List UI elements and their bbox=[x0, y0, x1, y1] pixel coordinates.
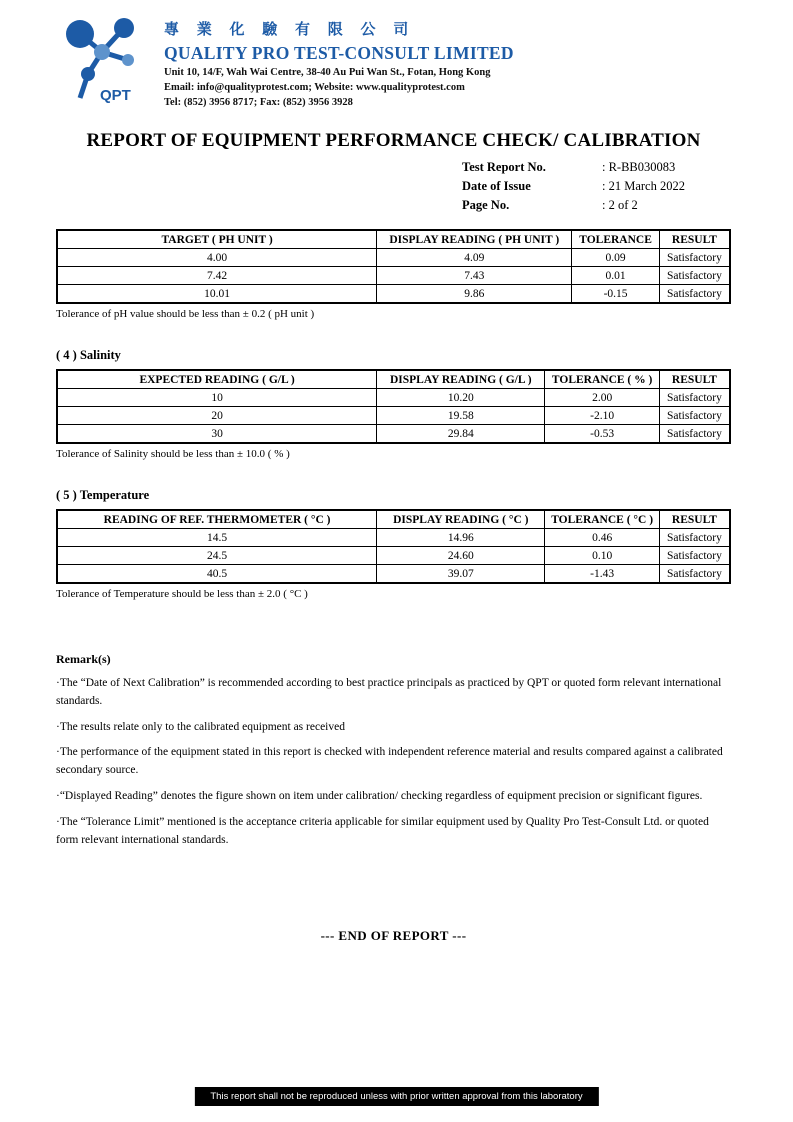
remarks-heading: Remark(s) bbox=[56, 652, 111, 666]
meta-value: : 21 March 2022 bbox=[602, 179, 685, 193]
cell: 24.60 bbox=[377, 547, 545, 565]
section-heading-temperature: ( 5 ) Temperature bbox=[56, 488, 150, 502]
cell: 0.09 bbox=[572, 249, 659, 267]
cell: 40.5 bbox=[57, 565, 377, 584]
remark-item: ·The “Tolerance Limit” mentioned is the acceptance criteria applicable for similar equipment used by Quality Pro Test-Consult Ltd. or quoted form relevant international standards. bbox=[56, 815, 709, 846]
cell: 9.86 bbox=[377, 285, 572, 304]
cell: Satisfactory bbox=[659, 547, 730, 565]
column-header: TOLERANCE ( % ) bbox=[545, 370, 659, 389]
cell: 14.5 bbox=[57, 529, 377, 547]
meta-row-date-of-issue bbox=[462, 179, 731, 194]
cell: -0.53 bbox=[545, 425, 659, 444]
salinity-tolerance-note: Tolerance of Salinity should be less than ± 10.0 ( % ) bbox=[56, 448, 290, 460]
letterhead-text bbox=[164, 12, 514, 109]
svg-text:QPT: QPT bbox=[100, 87, 131, 104]
cell: 10.20 bbox=[377, 389, 545, 407]
cell: 7.43 bbox=[377, 267, 572, 285]
meta-label: Date of Issue bbox=[462, 179, 531, 193]
cell: 0.10 bbox=[545, 547, 659, 565]
cell: Satisfactory bbox=[659, 407, 730, 425]
ph-table bbox=[56, 229, 731, 304]
cell: 19.58 bbox=[377, 407, 545, 425]
column-header: TOLERANCE ( °C ) bbox=[545, 510, 659, 529]
cell: 10 bbox=[57, 389, 377, 407]
report-title: REPORT OF EQUIPMENT PERFORMANCE CHECK/ CALIBRATION bbox=[86, 130, 701, 151]
table-row bbox=[57, 529, 730, 547]
table-header-row bbox=[57, 510, 730, 529]
meta-value: : R-BB030083 bbox=[602, 160, 676, 174]
cell: -1.43 bbox=[545, 565, 659, 584]
table-row bbox=[57, 389, 730, 407]
cell: 2.00 bbox=[545, 389, 659, 407]
remark-item: ·The “Date of Next Calibration” is recommended according to best practice principals as practiced by QPT or quoted form relevant international standards. bbox=[56, 677, 722, 707]
cell: 4.09 bbox=[377, 249, 572, 267]
meta-row-page-no bbox=[462, 198, 731, 213]
column-header: RESULT bbox=[659, 230, 730, 249]
report-meta bbox=[462, 160, 731, 213]
column-header: READING OF REF. THERMOMETER ( °C ) bbox=[57, 510, 377, 529]
cell: 0.46 bbox=[545, 529, 659, 547]
cell: -0.15 bbox=[572, 285, 659, 304]
cell: 20 bbox=[57, 407, 377, 425]
cell: 10.01 bbox=[57, 285, 377, 304]
cell: Satisfactory bbox=[659, 425, 730, 444]
meta-label: Test Report No. bbox=[462, 160, 546, 174]
cell: Satisfactory bbox=[659, 249, 730, 267]
column-header: TARGET ( PH UNIT ) bbox=[57, 230, 377, 249]
cell: Satisfactory bbox=[659, 267, 730, 285]
cell: Satisfactory bbox=[659, 529, 730, 547]
column-header: TOLERANCE bbox=[572, 230, 659, 249]
cell: 29.84 bbox=[377, 425, 545, 444]
meta-value: : 2 of 2 bbox=[602, 198, 638, 212]
table-header-row bbox=[57, 230, 730, 249]
qpt-molecule-logo-graphic bbox=[56, 12, 156, 114]
table-row bbox=[57, 407, 730, 425]
company-address: Unit 10, 14/F, Wah Wai Centre, 38-40 Au Pui Wan St., Fotan, Hong Kong bbox=[164, 67, 491, 78]
section-heading-salinity: ( 4 ) Salinity bbox=[56, 348, 121, 362]
remarks-section bbox=[56, 652, 731, 850]
footer-disclaimer: This report shall not be reproduced unless with prior written approval from this laboratory bbox=[194, 1087, 598, 1106]
cell: 30 bbox=[57, 425, 377, 444]
cell: Satisfactory bbox=[659, 285, 730, 304]
ph-tolerance-note: Tolerance of pH value should be less than ± 0.2 ( pH unit ) bbox=[56, 308, 315, 320]
table-row bbox=[57, 249, 730, 267]
cell: Satisfactory bbox=[659, 389, 730, 407]
cell: -2.10 bbox=[545, 407, 659, 425]
temperature-table bbox=[56, 509, 731, 584]
end-of-report-marker: --- END OF REPORT --- bbox=[320, 927, 467, 943]
remark-item: ·The results relate only to the calibrated equipment as received bbox=[56, 720, 345, 733]
meta-label: Page No. bbox=[462, 198, 510, 212]
letterhead bbox=[56, 12, 731, 114]
company-email-website: Email: info@qualityprotest.com; Website: www.qualityprotest.com bbox=[164, 82, 465, 94]
column-header: RESULT bbox=[659, 510, 730, 529]
meta-row-report-no bbox=[462, 160, 731, 175]
temperature-tolerance-note: Tolerance of Temperature should be less than ± 2.0 ( °C ) bbox=[56, 588, 308, 600]
cell: 4.00 bbox=[57, 249, 377, 267]
company-name-chinese: 專 業 化 驗 有 限 公 司 bbox=[164, 22, 416, 38]
cell: 24.5 bbox=[57, 547, 377, 565]
table-row bbox=[57, 425, 730, 444]
column-header: DISPLAY READING ( G/L ) bbox=[377, 370, 545, 389]
salinity-table bbox=[56, 369, 731, 444]
table-header-row bbox=[57, 370, 730, 389]
cell: 0.01 bbox=[572, 267, 659, 285]
cell: 39.07 bbox=[377, 565, 545, 584]
table-row bbox=[57, 285, 730, 304]
company-name: QUALITY PRO TEST-CONSULT LIMITED bbox=[164, 43, 514, 63]
column-header: DISPLAY READING ( PH UNIT ) bbox=[377, 230, 572, 249]
column-header: RESULT bbox=[659, 370, 730, 389]
table-row bbox=[57, 547, 730, 565]
cell: Satisfactory bbox=[659, 565, 730, 584]
table-row bbox=[57, 565, 730, 584]
column-header: EXPECTED READING ( G/L ) bbox=[57, 370, 377, 389]
company-logo bbox=[56, 12, 156, 114]
remark-item: ·“Displayed Reading” denotes the figure shown on item under calibration/ checking regardless of equipment precision or significant figures. bbox=[56, 790, 703, 803]
cell: 7.42 bbox=[57, 267, 377, 285]
remark-item: ·The performance of the equipment stated in this report is checked with independent reference material and results compared against a calibrated secondary source. bbox=[56, 746, 723, 777]
table-row bbox=[57, 267, 730, 285]
column-header: DISPLAY READING ( °C ) bbox=[377, 510, 545, 529]
cell: 14.96 bbox=[377, 529, 545, 547]
company-tel-fax: Tel: (852) 3956 8717; Fax: (852) 3956 3928 bbox=[164, 97, 353, 109]
